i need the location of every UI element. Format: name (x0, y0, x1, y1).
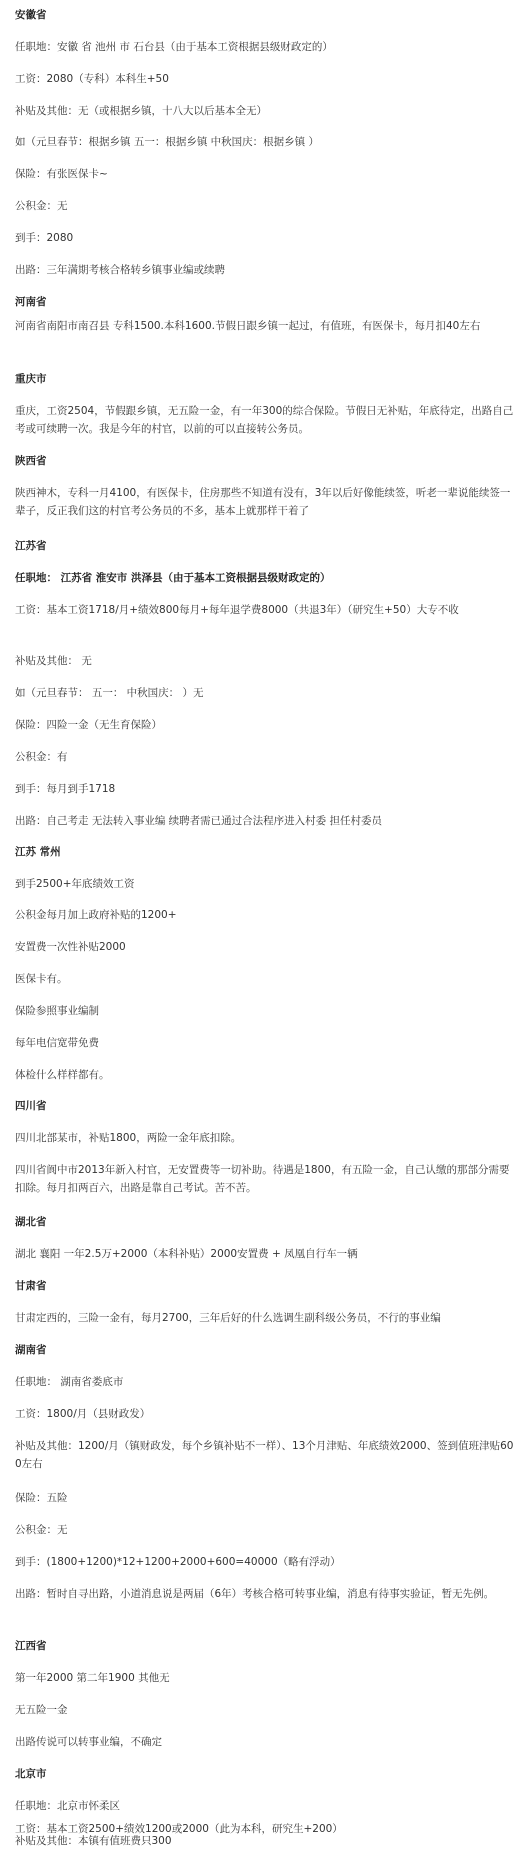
text-line: 任职地：北京市怀柔区 (15, 1800, 120, 1812)
section-heading: 陕西省 (15, 455, 47, 467)
text-line: 出路传说可以转事业编，不确定 (15, 1736, 162, 1748)
text-line: 工资：1800/月（县财政发） (15, 1408, 151, 1420)
text-line: 无五险一金 (15, 1704, 68, 1716)
section-heading: 四川省 (15, 1100, 47, 1112)
text-line: 湖北 襄阳 一年2.5万+2000（本科补贴）2000安置费 + 凤凰自行车一辆 (15, 1248, 358, 1260)
text-line: 四川北部某市，补贴1800，两险一金年底扣除。 (15, 1132, 242, 1144)
text-line: 保险：有张医保卡~ (15, 168, 108, 180)
section-heading: 湖南省 (15, 1344, 47, 1356)
text-line: 到手2500+年底绩效工资 (15, 878, 135, 890)
text-line: 公积金：有 (15, 751, 68, 763)
text-line: 补贴及其他： 无 (15, 655, 92, 667)
section-heading: 重庆市 (15, 373, 47, 385)
text-line: 任职地： 湖南省娄底市 (15, 1376, 124, 1388)
text-line: 保险参照事业编制 (15, 1005, 99, 1017)
text-line: 任职地：安徽 省 池州 市 石台县（由于基本工资根据县级财政定的） (15, 41, 333, 53)
text-line: 河南省南阳市南召县 专科1500.本科1600.节假日跟乡镇一起过，有值班，有医保卡，每月扣40左右 (15, 320, 481, 332)
text-line: 到手：(1800+1200)*12+1200+2000+600=40000（略有浮动） (15, 1556, 341, 1568)
text-line: 医保卡有。 (15, 973, 68, 985)
text-line: 四川省阆中市2013年新入村官，无安置费等一切补助。待遇是1800，有五险一金，自己认缴的那部分需要扣除。每月扣两百六，出路是靠自己考试。苦不苦。 (15, 1164, 510, 1194)
section-heading: 江西省 (15, 1640, 47, 1652)
section-heading: 任职地： 江苏省 淮安市 洪泽县（由于基本工资根据县级财政定的） (15, 572, 331, 584)
text-line: 如（元旦春节：根据乡镇 五一：根据乡镇 中秋国庆：根据乡镇 ） (15, 136, 320, 148)
text-line: 工资：基本工资2500+绩效1200或2000（此为本科，研究生+200） (15, 1823, 343, 1835)
section-heading: 江苏省 (15, 540, 47, 552)
text-line: 保险：五险 (15, 1492, 68, 1504)
text-line: 补贴及其他：无（或根据乡镇，十八大以后基本全无） (15, 105, 267, 117)
text-line: 出路：三年满期考核合格转乡镇事业编或续聘 (15, 264, 225, 276)
section-heading: 北京市 (15, 1768, 47, 1780)
text-line: 陕西神木，专科一月4100，有医保卡，住房那些不知道有没有，3年以后好像能续签，听老一辈说能续签一辈子，反正我们这的村官考公务员的不多，基本上就那样干着了 (15, 487, 511, 517)
section-heading: 安徽省 (15, 9, 47, 21)
text-line: 工资：基本工资1718/月+绩效800每月+每年退学费8000（共退3年）（研究生+50）大专不收 (15, 604, 459, 616)
text-line: 出路：自己考走 无法转入事业编 续聘者需已通过合法程序进入村委 担任村委员 (15, 815, 383, 827)
text-line: 补贴及其他：1200/月（镇财政发，每个乡镇补贴不一样）、13个月津贴、年底绩效2000、签到值班津贴600左右 (15, 1440, 514, 1470)
text-line: 保险：四险一金（无生育保险） (15, 719, 162, 731)
text-line: 体检什么样样都有。 (15, 1069, 110, 1081)
text-line: 第一年2000 第二年1900 其他无 (15, 1672, 170, 1684)
text-line: 到手：每月到手1718 (15, 783, 116, 795)
text-line: 每年电信宽带免费 (15, 1037, 99, 1049)
text-line: 安置费一次性补贴2000 (15, 941, 126, 953)
text-line: 出路：暂时自寻出路，小道消息说是两届（6年）考核合格可转事业编，消息有待事实验证，暂无先例。 (15, 1588, 495, 1600)
text-line: 重庆，工资2504，节假跟乡镇，无五险一金，有一年300的综合保险。节假日无补贴，年底待定，出路自己考或可续聘一次。我是今年的村官，以前的可以直接转公务员。 (15, 405, 514, 435)
text-line: 公积金：无 (15, 200, 68, 212)
section-heading: 湖北省 (15, 1216, 47, 1228)
text-line: 到手：2080 (15, 232, 74, 244)
section-heading: 甘肃省 (15, 1280, 47, 1292)
text-line: 工资：2080（专科）本科生+50 (15, 73, 169, 85)
text-line: 甘肃定西的，三险一金有，每月2700，三年后好的什么选调生副科级公务员，不行的事业编 (15, 1312, 441, 1324)
section-heading: 河南省 (15, 296, 47, 308)
text-line: 如（元旦春节： 五一： 中秋国庆： ）无 (15, 687, 204, 699)
text-line: 公积金：无 (15, 1524, 68, 1536)
text-line: 补贴及其他：本镇有值班费只300 (15, 1835, 172, 1847)
text-line: 公积金每月加上政府补贴的1200+ (15, 909, 177, 921)
section-heading: 江苏 常州 (15, 846, 61, 858)
